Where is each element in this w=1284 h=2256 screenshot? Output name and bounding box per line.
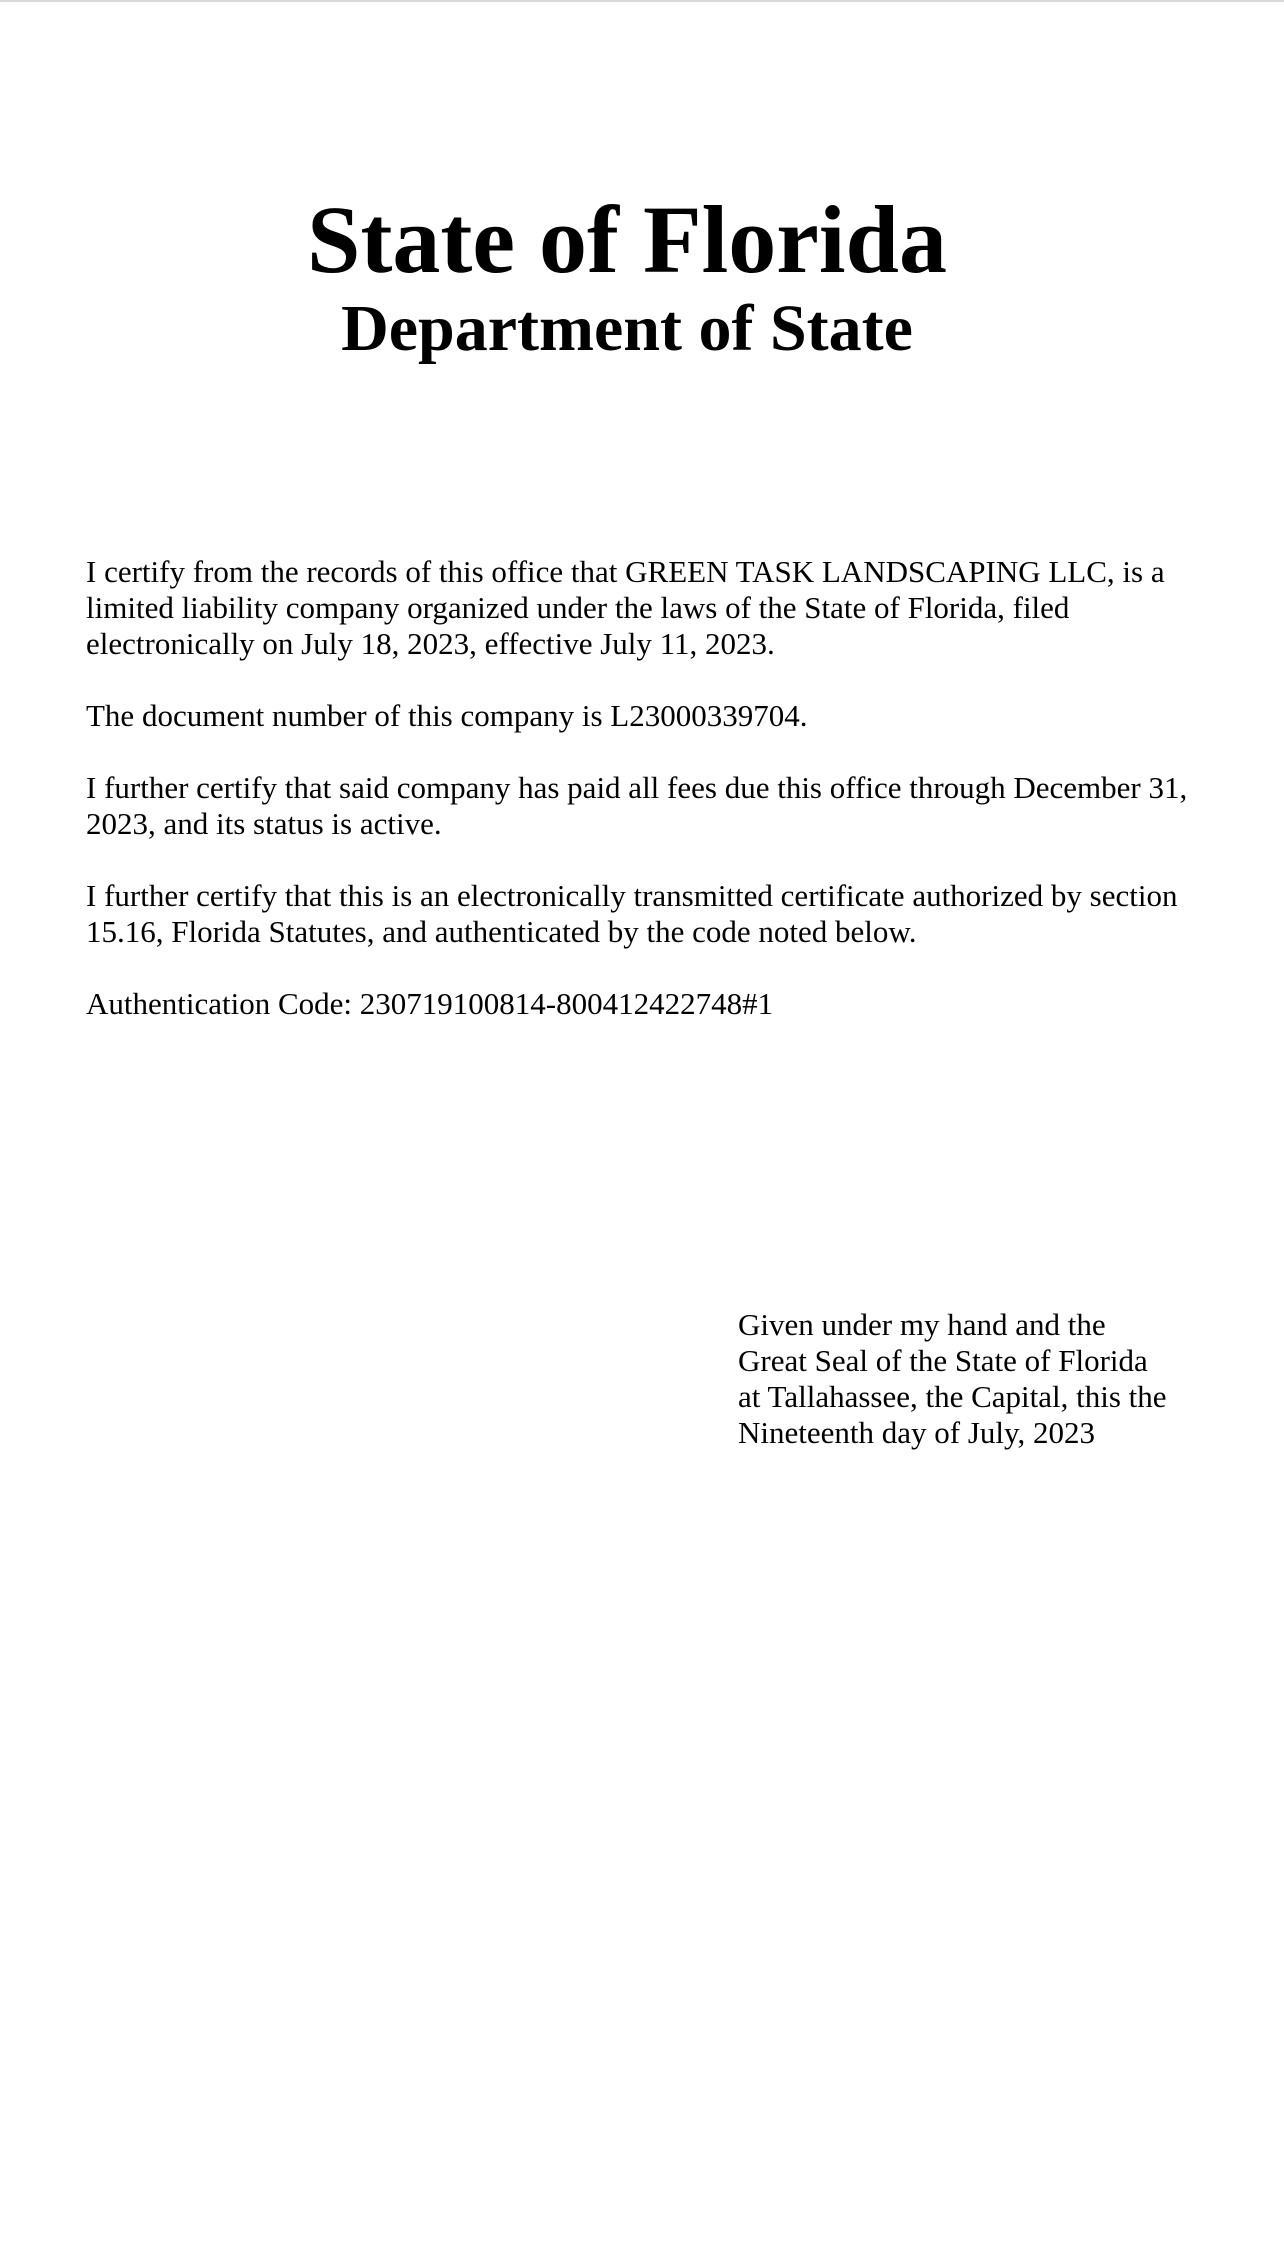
top-divider xyxy=(0,0,1284,2)
signature-line: Great Seal of the State of Florida xyxy=(738,1343,1148,1378)
certification-paragraph: I certify from the records of this office that GREEN TASK LANDSCAPING LLC, is a limited liability company organized under the laws of the State of Florida, filed electronically on July 18, 2023, effective July 11, 2023. xyxy=(86,554,1165,661)
document-header xyxy=(0,186,1254,365)
document-number-paragraph: The document number of this company is L23000339704. xyxy=(86,698,808,733)
authorization-paragraph: I further certify that this is an electronically transmitted certificate authorized by section 15.16, Florida Statutes, and authenticated by the code noted below. xyxy=(86,878,1178,949)
fees-status-paragraph: I further certify that said company has paid all fees due this office through December 31, 2023, and its status is active. xyxy=(86,770,1188,841)
signature-block xyxy=(738,1307,1208,1451)
signature-line: at Tallahassee, the Capital, this the xyxy=(738,1379,1167,1414)
signature-line: Nineteenth day of July, 2023 xyxy=(738,1415,1095,1450)
signature-line: Given under my hand and the xyxy=(738,1307,1106,1342)
certificate-body xyxy=(86,554,1206,1058)
page-subtitle: Department of State xyxy=(341,291,913,365)
page-title: State of Florida xyxy=(307,186,947,293)
authentication-code: Authentication Code: 230719100814-800412422748#1 xyxy=(86,986,774,1021)
